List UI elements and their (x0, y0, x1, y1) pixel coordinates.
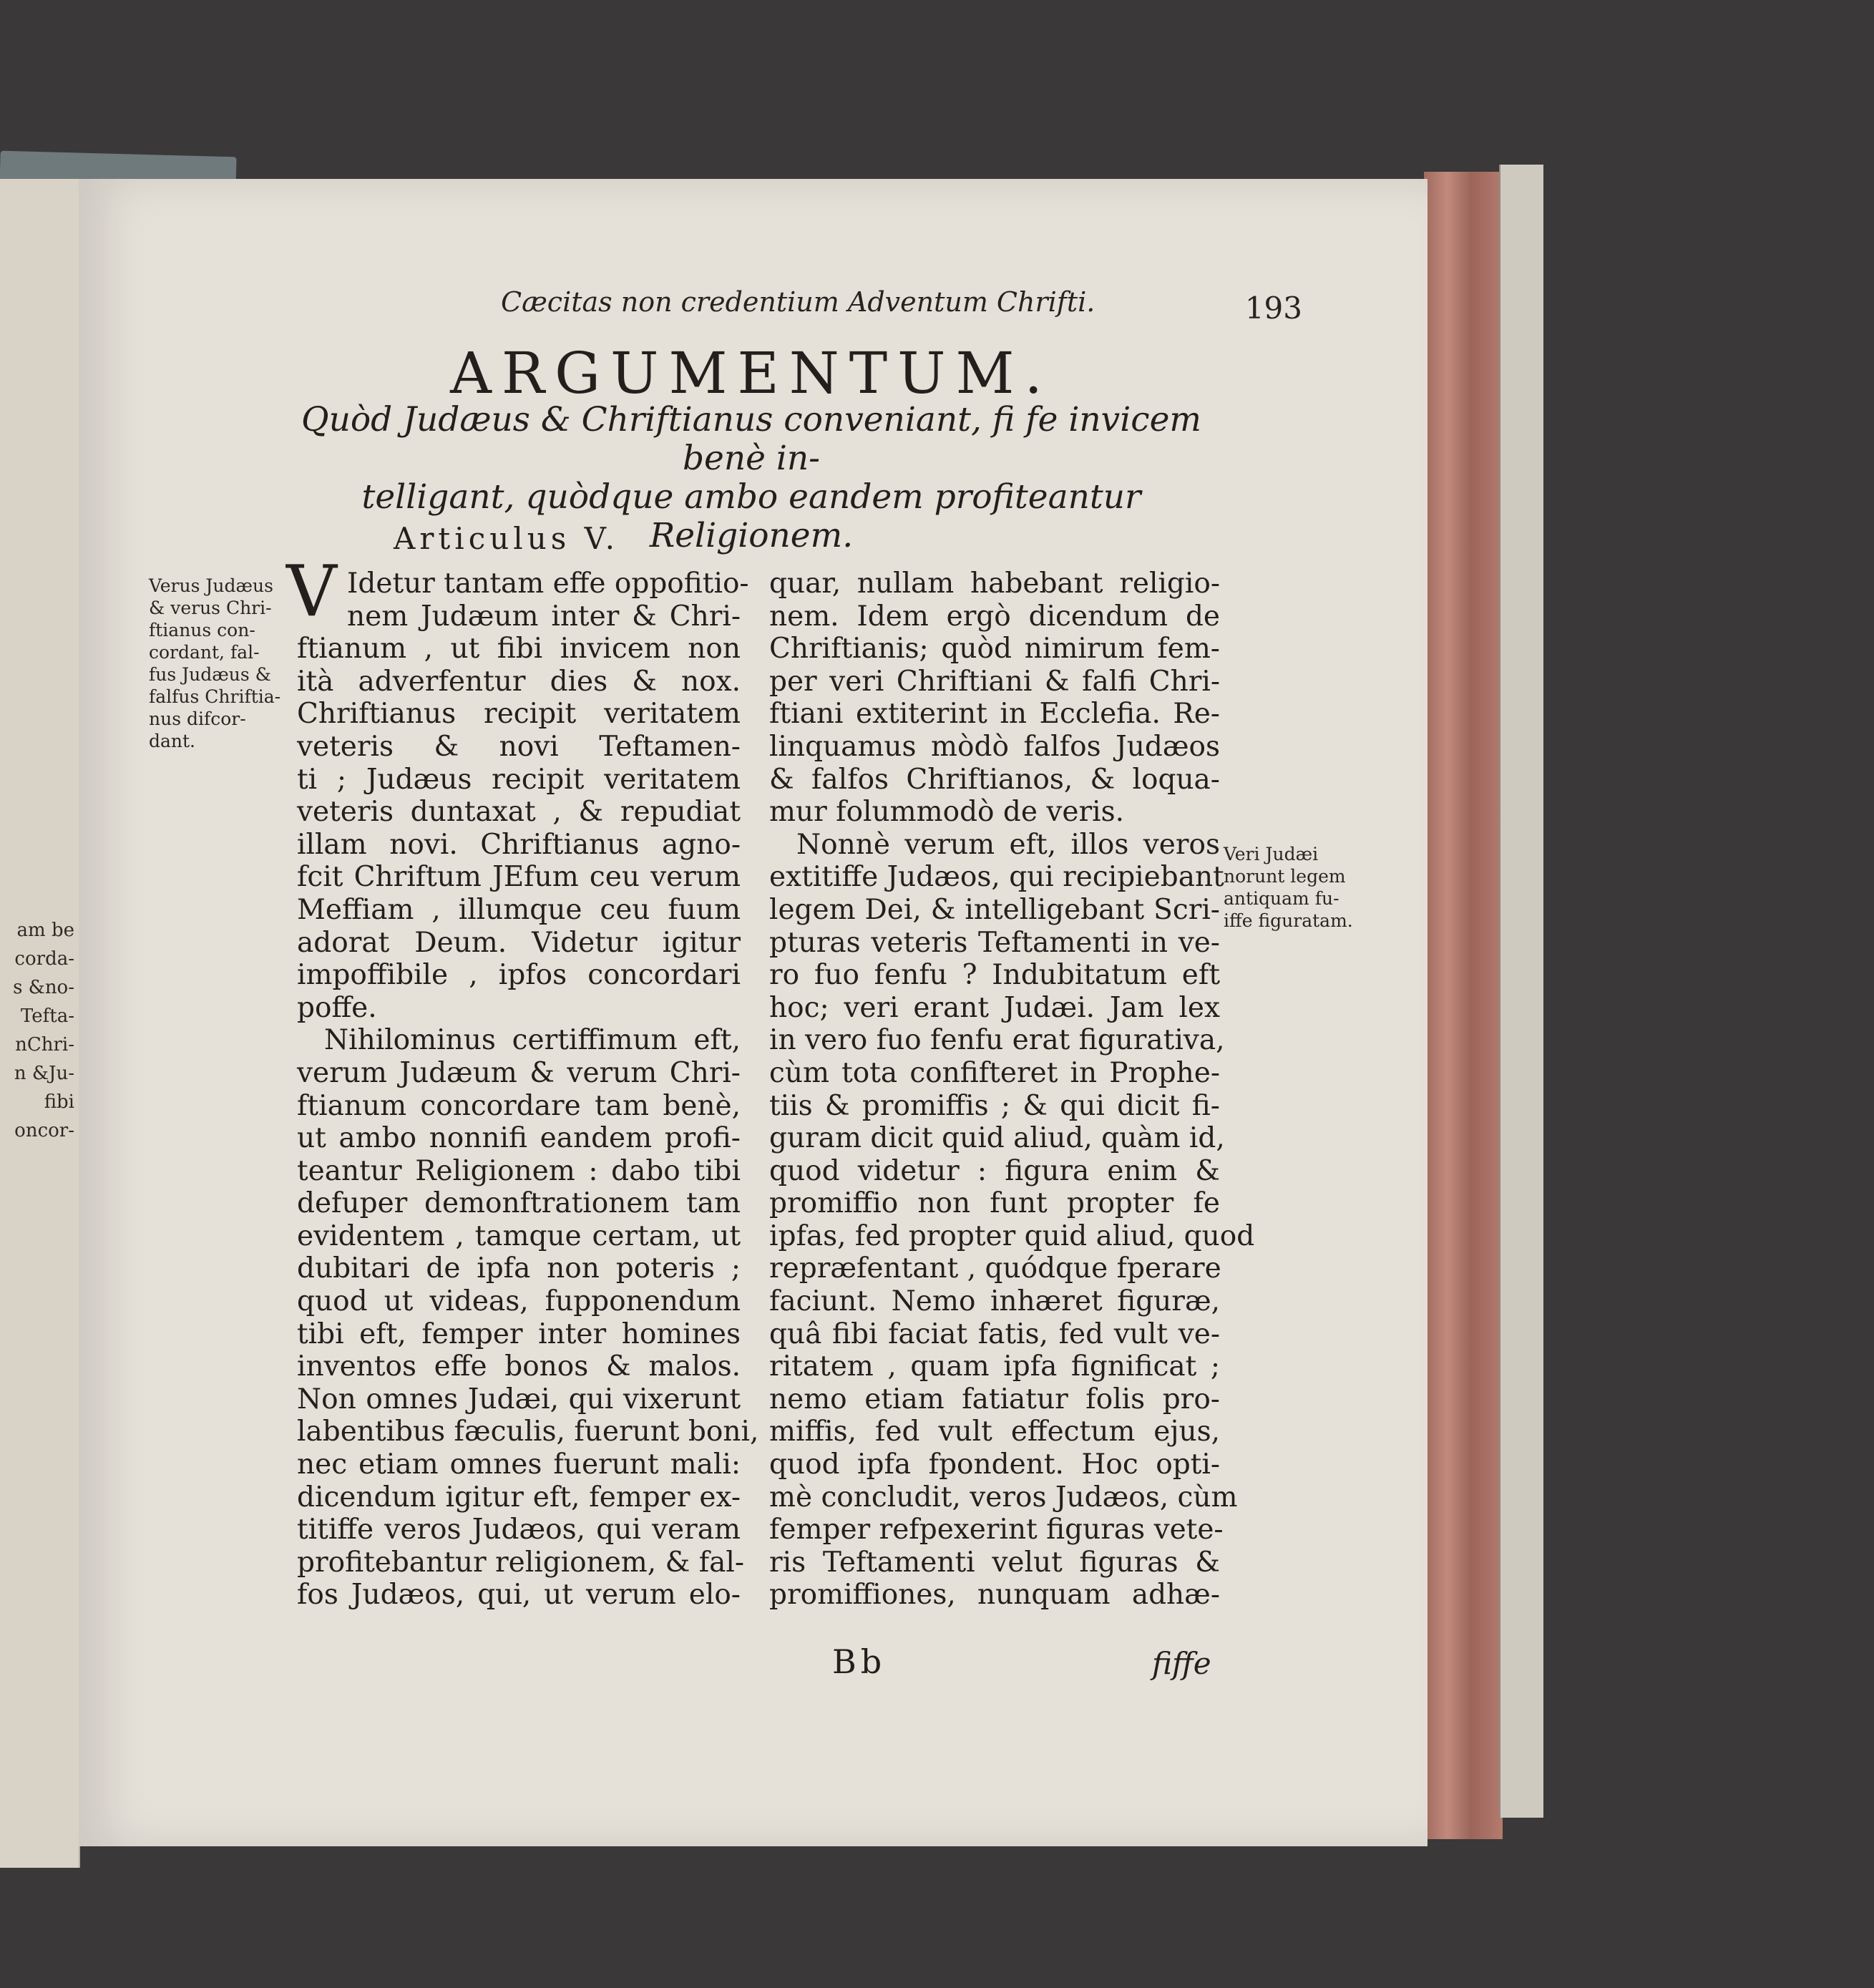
margin-note-line: iffe figuratam. (1224, 910, 1353, 931)
text-line: pturas veteris Teftamenti in ve- (769, 926, 1220, 959)
text-line: quod videtur : figura enim & (769, 1154, 1220, 1187)
page-number: 193 (1244, 291, 1302, 326)
catchword: fiffe (1152, 1646, 1211, 1681)
text-line: ità adverfentur dies & nox. (297, 665, 741, 698)
text-line: verum Judæum & verum Chri- (297, 1056, 741, 1089)
text-line: ro fuo fenfu ? Indubitatum eft (769, 959, 1220, 992)
text-line: Non omnes Judæi, qui vixerunt (297, 1383, 741, 1416)
left-page-text: corda- (14, 948, 74, 970)
right-margin-note (1224, 843, 1367, 932)
margin-note-line: Verus Judæus (149, 575, 273, 596)
text-line: veteris duntaxat , & repudiat (297, 796, 741, 829)
left-page-text: fibi (44, 1091, 74, 1113)
margin-note-line: Veri Judæi (1224, 844, 1319, 864)
margin-note-line: falfus Chriftia- (149, 686, 281, 707)
drop-cap: V (286, 551, 337, 633)
text-line: faciunt. Nemo inhæret figuræ, (769, 1285, 1220, 1318)
text-line: titiffe veros Judæos, qui veram (297, 1514, 741, 1546)
back-board (1499, 165, 1543, 1818)
text-line: nem Judæum inter & Chri- (347, 600, 741, 633)
text-line: ftianum , ut fibi invicem non (297, 633, 741, 666)
running-head-title: Cæcitas non credentium Adventum Chrifti. (501, 286, 1095, 318)
text-line: ftianum concordare tam benè, (297, 1089, 741, 1122)
margin-note-line: dant. (149, 731, 196, 751)
text-line: miffis, fed vult effectum ejus, (769, 1416, 1220, 1448)
text-line: labentibus fæculis, fuerunt boni, (297, 1416, 759, 1448)
text-line: profitebantur religionem, & fal- (297, 1546, 745, 1579)
text-line: poffe. (297, 991, 377, 1024)
text-line: nemo etiam fatiatur folis pro- (769, 1383, 1220, 1416)
text-line: ut ambo nonnifi eandem profi- (297, 1122, 741, 1155)
text-line: in vero fuo fenfu erat figurativa, (769, 1024, 1225, 1057)
text-line: tibi eft, femper inter homines (297, 1317, 741, 1350)
text-line: cùm tota confifteret in Prophe- (769, 1056, 1220, 1089)
argument-title: ARGUMENTUM. (450, 340, 1053, 406)
margin-note-line: nus difcor- (149, 708, 246, 729)
margin-note-line: & verus Chri- (149, 598, 272, 618)
text-line: Meffiam , illumque ceu fuum (297, 893, 741, 926)
running-head (501, 286, 1302, 329)
text-line: fcit Chriftum JEfum ceu verum (297, 861, 741, 894)
left-page-text: s &no- (13, 977, 74, 998)
left-page-text: nChri- (15, 1034, 74, 1056)
left-page-text: n &Ju- (14, 1063, 74, 1084)
text-line: fos Judæos, qui, ut verum elo- (297, 1579, 741, 1612)
text-line: evidentem , tamque certam, ut (297, 1219, 741, 1252)
right-text-column (769, 567, 1255, 1612)
text-line: dicendum igitur eft, femper ex- (297, 1481, 741, 1514)
subtitle-line: telligant, quòdque ambo eandem profiteantur (361, 477, 1141, 517)
text-line: inventos effe bonos & malos. (297, 1350, 741, 1383)
text-line: quod ut videas, fupponendum (297, 1285, 741, 1318)
left-margin-note (149, 575, 296, 752)
text-line: nec etiam omnes fuerunt mali: (297, 1448, 741, 1481)
text-line: Nihilominus certiffimum eft, (324, 1024, 741, 1057)
text-line: Idetur tantam effe oppofitio- (347, 567, 749, 600)
text-line: mè concludit, veros Judæos, cùm (769, 1481, 1238, 1514)
text-line: teantur Religionem : dabo tibi (297, 1154, 741, 1187)
text-line: promiffiones, nunquam adhæ- (769, 1579, 1220, 1612)
left-page-fragment (0, 179, 80, 1868)
left-page-text: Tefta- (20, 1005, 74, 1027)
left-page-text: am be (16, 920, 74, 941)
text-line: ritatem , quam ipfa fignificat ; (769, 1350, 1220, 1383)
margin-note-line: norunt legem (1224, 866, 1346, 887)
text-line: veteris & novi Teftamen- (297, 730, 741, 763)
margin-note-line: fus Judæus & (149, 664, 271, 685)
text-line: promiffio non funt propter fe (769, 1187, 1220, 1220)
text-line: hoc; veri erant Judæi. Jam lex (769, 991, 1220, 1024)
subtitle-line: Religionem. (649, 516, 854, 555)
text-line: legem Dei, & intelligebant Scri- (769, 893, 1220, 926)
text-line: mur folummodò de veris. (769, 796, 1125, 829)
signature-mark: Bb (832, 1642, 887, 1681)
text-line: Chriftianus recipit veritatem (297, 698, 741, 731)
text-line: quâ fibi faciat fatis, fed vult ve- (769, 1317, 1220, 1350)
text-line: adorat Deum. Videtur igitur (297, 926, 741, 959)
text-line: illam novi. Chriftianus agno- (297, 828, 741, 861)
text-line: defuper demonftrationem tam (297, 1187, 741, 1220)
text-line: ris Teftamenti velut figuras & (769, 1546, 1220, 1579)
text-line: femper refpexerint figuras vete- (769, 1514, 1224, 1546)
text-line: per veri Chriftiani & falfi Chri- (769, 665, 1220, 698)
text-line: repræfentant , quódque fperare (769, 1252, 1221, 1285)
text-line: impoffibile , ipfos concordari (297, 959, 741, 992)
section-heading: Articulus V. (394, 521, 620, 556)
text-line: extitiffe Judæos, qui recipiebant (769, 861, 1224, 894)
text-line: ti ; Judæus recipit veritatem (297, 763, 741, 796)
margin-note-line: cordant, fal- (149, 642, 260, 663)
left-page-text: oncor- (14, 1120, 74, 1141)
text-line: & falfos Chriftianos, & loqua- (769, 763, 1220, 796)
text-line: guram dicit quid aliud, quàm id, (769, 1122, 1225, 1155)
text-line: Chriftianis; quòd nimirum fem- (769, 633, 1220, 666)
text-line: ftiani extiterint in Ecclefia. Re- (769, 698, 1220, 731)
text-line: quar, nullam habebant religio- (769, 567, 1220, 600)
text-line: dubitari de ipfa non poteris ; (297, 1252, 741, 1285)
text-line: tiis & promiffis ; & qui dicit fi- (769, 1089, 1220, 1122)
text-line: linquamus mòdò falfos Judæos (769, 730, 1220, 763)
page-fore-edge (1424, 172, 1503, 1839)
text-line: ipfas, fed propter quid aliud, quod (769, 1219, 1255, 1252)
text-line: nem. Idem ergò dicendum de (769, 600, 1220, 633)
margin-note-line: ftianus con- (149, 620, 255, 640)
subtitle-line: Quòd Judæus & Chriftianus conveniant, fi fe invicem benè in- (301, 400, 1201, 478)
left-text-column (297, 567, 759, 1612)
text-line: Nonnè verum eft, illos veros (796, 828, 1220, 861)
text-line: quod ipfa fpondent. Hoc opti- (769, 1448, 1220, 1481)
margin-note-line: antiquam fu- (1224, 888, 1339, 909)
